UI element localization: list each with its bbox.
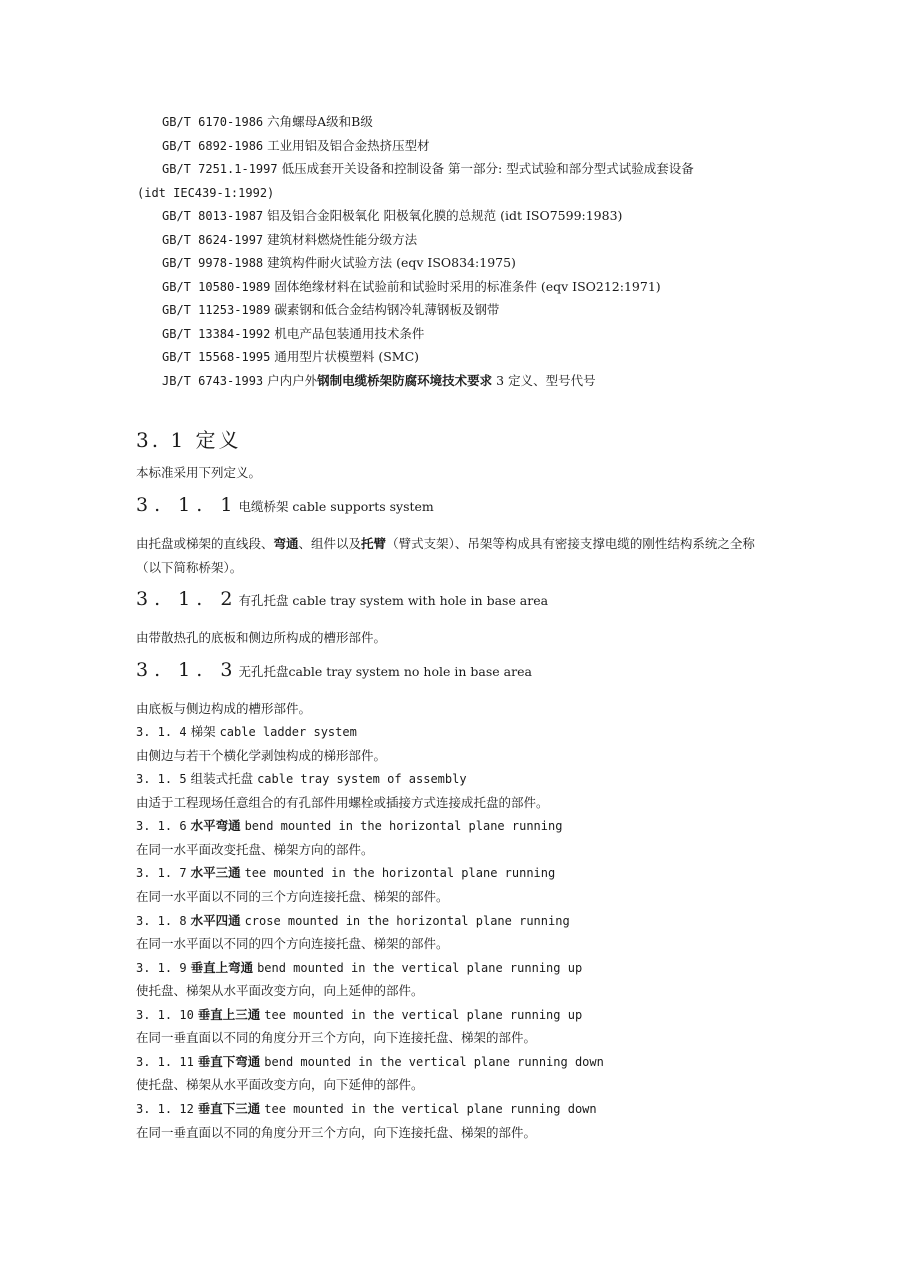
reference-item: GB/T 6892-1986 工业用铝及铝合金热挤压型材 xyxy=(162,137,430,153)
term-heading: 3. 1. 4 梯架 cable ladder system xyxy=(136,724,357,739)
term-description: 在同一水平面改变托盘、梯架方向的部件。 xyxy=(136,842,374,857)
reference-item: GB/T 11253-1989 碳素钢和低合金结构钢冷轧薄钢板及钢带 xyxy=(162,302,500,317)
term-heading: 3. 1. 1电缆桥架 cable supports system xyxy=(136,494,434,516)
reference-list xyxy=(0,110,900,392)
reference-item: GB/T 7251.1-1997 低压成套开关设备和控制设备 第一部分: 型式试验和部分型式试验成套设备 xyxy=(162,161,694,176)
term-heading: 3. 1. 3无孔托盘cable tray system no hole in base area xyxy=(136,659,532,681)
term-description: 在同一垂直面以不同的角度分开三个方向，向下连接托盘、梯架的部件。 xyxy=(136,1125,537,1140)
reference-item-last: JB/T 6743-1993 户内户外钢制电缆桥架防腐环境技术要求 3 定义、型号代号 xyxy=(162,372,596,388)
term-heading: 3. 1. 2有孔托盘 cable tray system with hole in base area xyxy=(136,588,549,610)
term-heading: 3. 1. 10 垂直上三通 tee mounted in the vertical plane running up xyxy=(136,1007,583,1022)
reference-item: GB/T 8013-1987 铝及铝合金阳极氧化 阳极氧化膜的总规范 (idt ISO7599:1983) xyxy=(162,208,623,223)
reference-item: GB/T 13384-1992 机电产品包装通用技术条件 xyxy=(162,325,425,341)
term-description: 使托盘、梯架从水平面改变方向，向下延伸的部件。 xyxy=(136,1077,424,1092)
term-heading: 3. 1. 5 组装式托盘 cable tray system of assembly xyxy=(136,771,467,786)
reference-item: GB/T 10580-1989 固体绝缘材料在试验前和试验时采用的标准条件 (eqv ISO212:1971) xyxy=(162,278,661,294)
term-heading: 3. 1. 11 垂直下弯通 bend mounted in the vertical plane running down xyxy=(136,1054,604,1069)
term-heading: 3. 1. 9 垂直上弯通 bend mounted in the vertical plane running up xyxy=(136,960,583,975)
term-description: 由适于工程现场任意组合的有孔部件用螺栓或插接方式连接成托盘的部件。 xyxy=(136,795,549,810)
reference-item-continuation: (idt IEC439-1:1992) xyxy=(137,185,275,200)
term-description: 由带散热孔的底板和侧边所构成的槽形部件。 xyxy=(136,630,387,645)
reference-item: GB/T 15568-1995 通用型片状模塑料 (SMC) xyxy=(162,349,420,364)
term-description: 在同一垂直面以不同的角度分开三个方向，向下连接托盘、梯架的部件。 xyxy=(136,1030,537,1045)
term-heading: 3. 1. 7 水平三通 tee mounted in the horizontal plane running xyxy=(136,865,556,880)
reference-item: GB/T 8624-1997 建筑材料燃烧性能分级方法 xyxy=(162,231,418,247)
term-heading: 3. 1. 8 水平四通 crose mounted in the horizontal plane running xyxy=(136,913,570,928)
section-intro: 本标准采用下列定义。 xyxy=(136,465,262,480)
term-heading: 3. 1. 6 水平弯通 bend mounted in the horizontal plane running xyxy=(136,818,563,833)
term-description: 使托盘、梯架从水平面改变方向，向上延伸的部件。 xyxy=(136,983,424,998)
term-description: 在同一水平面以不同的四个方向连接托盘、梯架的部件。 xyxy=(136,936,449,951)
reference-item: GB/T 6170-1986 六角螺母A级和B级 xyxy=(162,114,373,129)
reference-item: GB/T 9978-1988 建筑构件耐火试验方法 (eqv ISO834:1975) xyxy=(162,255,516,270)
term-description: 由侧边与若干个横化学剥蚀构成的梯形部件。 xyxy=(136,748,387,763)
section-heading: 3. 1 定义 xyxy=(136,428,242,452)
term-description: 由底板与侧边构成的槽形部件。 xyxy=(136,701,312,716)
term-description: 在同一水平面以不同的三个方向连接托盘、梯架的部件。 xyxy=(136,889,449,904)
term-heading: 3. 1. 12 垂直下三通 tee mounted in the vertical plane running down xyxy=(136,1101,597,1116)
term-description: 由托盘或梯架的直线段、弯通、组件以及托臂（臂式支架）、吊架等构成具有密接支撑电缆的刚性结构系统之全称（以下简称桥架）。 xyxy=(136,536,755,575)
